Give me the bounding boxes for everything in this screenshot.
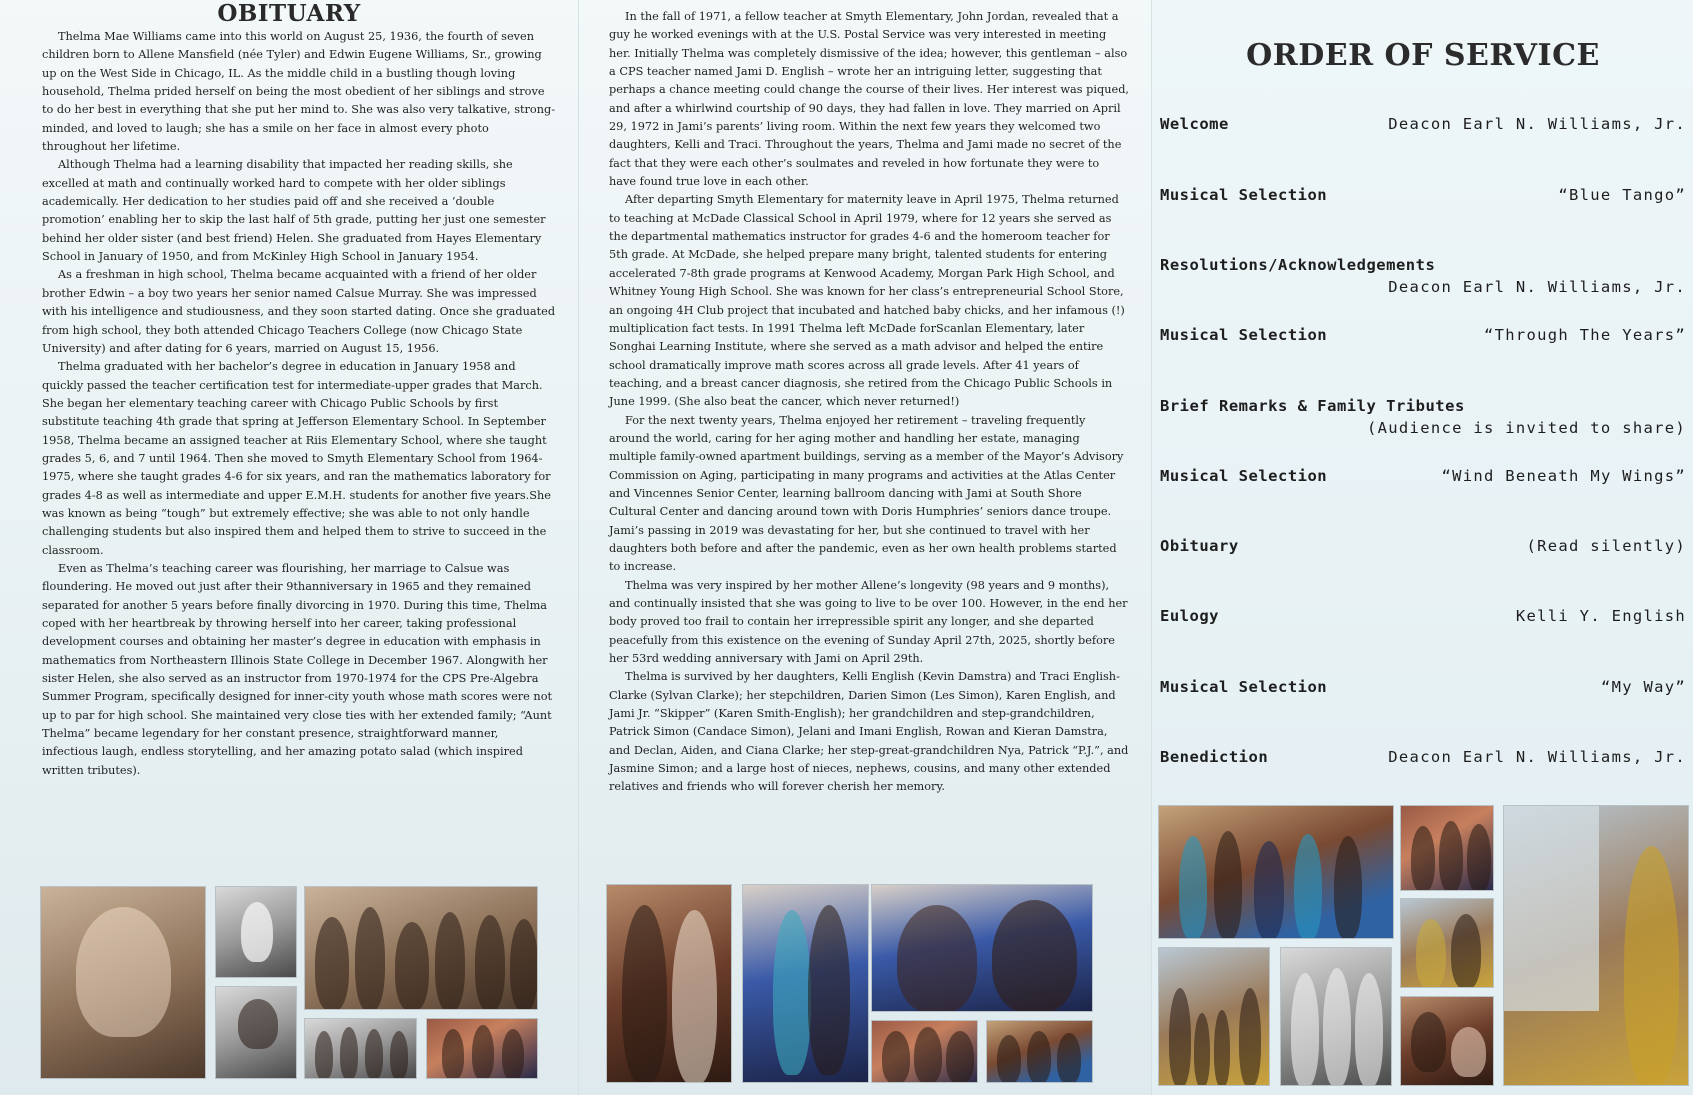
portrait-photo <box>40 886 206 1079</box>
outdoor-portrait-photo <box>1503 805 1689 1086</box>
baby-photo <box>1400 996 1494 1086</box>
wedding-photo <box>606 884 732 1083</box>
family-color-photo <box>426 1018 538 1079</box>
service-item-value: “Blue Tango” <box>1558 186 1686 204</box>
order-of-service-title: ORDER OF SERVICE <box>1246 38 1600 73</box>
service-item-value: “Through The Years” <box>1483 326 1686 344</box>
service-item-musical-selection <box>1160 467 1686 485</box>
service-item-label: Eulogy <box>1160 607 1219 625</box>
service-item-label: Musical Selection <box>1160 186 1328 204</box>
service-item-welcome <box>1160 115 1686 133</box>
service-item-label: Obituary <box>1160 537 1239 555</box>
obituary-paragraph: Thelma is survived by her daughters, Kelli English (Kevin Damstra) and Traci English-Clarke (Sylvan Clarke); her stepchildren, Darien Simon (Les Simon), Karen English, and Jami Jr. “Skipper” (Karen Smith-English); her grandchildren and step-grandchildren, Patrick Simon (Candace Simon), Jelani and Imani English, Rowan and Kieran Damstra, and Declan, Aiden, and Ciana Clarke; her step-great-grandchildren Nya, Patrick “P.J.”, and Jasmine Simon; and a large host of nieces, nephews, cousins, and many other extended relatives and friends who will forever cherish her memory. <box>609 670 1129 794</box>
service-item-benediction <box>1160 748 1686 766</box>
obituary-paragraph: In the fall of 1971, a fellow teacher at Smyth Elementary, John Jordan, revealed that a guy he worked evenings with at the U.S. Postal Service was very interested in meeting her. Initially Thelma was completely dismissive of the idea; however, this gentleman – also a CPS teacher named Jami D. English – wrote her an intriguing letter, suggesting that perhaps a chance meeting could change the course of their lives. Her interest was piqued, and after a whirlwind courtship of 90 days, they had fallen in love. They married on April 29, 1972 in Jami’s parents’ living room. Within the next few years they welcomed two daughters, Kelli and Traci. Throughout the years, Thelma and Jami made no secret of the fact that they were each other’s soulmates and reveled in how fortunate they were to have found true love in each other. <box>609 10 1130 189</box>
family-group-photo <box>304 886 538 1010</box>
service-item-label: Musical Selection <box>1160 326 1328 344</box>
service-item-label: Resolutions/Acknowledgements <box>1160 256 1436 274</box>
church-family-photo <box>1158 805 1394 939</box>
service-item-label: Musical Selection <box>1160 678 1328 696</box>
obituary-panel-left <box>0 0 578 1095</box>
wedding-party-photo <box>1400 898 1494 988</box>
service-item-value: “Wind Beneath My Wings” <box>1441 467 1686 485</box>
obituary-text-left <box>42 28 556 780</box>
order-of-service-panel <box>1151 0 1693 1095</box>
service-item-musical-selection <box>1160 326 1686 344</box>
obituary-panel-middle <box>578 0 1151 1095</box>
service-item-musical-selection <box>1160 678 1686 696</box>
service-item-obituary <box>1160 537 1686 555</box>
dancing-photo <box>742 884 869 1083</box>
service-item-label: Benediction <box>1160 748 1269 766</box>
service-item-value: (Audience is invited to share) <box>1367 419 1686 437</box>
obituary-paragraph: Thelma Mae Williams came into this world on August 25, 1936, the fourth of seven children born to Allene Mansfield (née Tyler) and Edwin Eugene Williams, Sr., growing up on the West Side in Chicago, IL. As the middle child in a bustling though loving household, Thelma prided herself on being the most obedient of her siblings and strove to do her best in everything that she put her mind to. She was also very talkative, strong-minded, and loved to laugh; she has a smile on her face in almost every photo throughout her lifetime. <box>42 30 556 154</box>
street-family-photo <box>1158 947 1270 1086</box>
obituary-paragraph: Although Thelma had a learning disability that impacted her reading skills, she excelled at math and continually worked hard to compete with her older siblings academically. Her dedication to her studies paid off and she received a ‘double promotion’ enabling her to skip the last half of 5th grade, putting her just one semester behind her older sister (and best friend) Helen. She graduated from Hayes Elementary School in January of 1950, and from McKinley High School in January 1954. <box>42 158 546 264</box>
service-item-label: Brief Remarks & Family Tributes <box>1160 397 1465 415</box>
obituary-paragraph: Thelma graduated with her bachelor’s degree in education in January 1958 and quickly passed the teacher certification test for intermediate-upper grades that March. She began her elementary teaching career with Chicago Public Schools by first substitute teaching 4th grade that spring at Jefferson Elementary School. In September 1958, Thelma became an assigned teacher at Riis Elementary School, where she taught grades 5, 6, and 7 until 1964. Then she moved to Smyth Elementary School from 1964-1975, where she taught grades 4-6 for six years, and ran the mathematics laboratory for grades 4-8 as well as intermediate and upper E.M.H. students for another five years.She was known as being “tough” but extremely effective; she was able to not only handle challenging students but also inspired them and helped them to strive to succeed in the classroom. <box>42 360 551 557</box>
service-item-resolutions <box>1160 256 1686 296</box>
service-item-value: Deacon Earl N. Williams, Jr. <box>1388 278 1686 296</box>
service-item-value: Deacon Earl N. Williams, Jr. <box>1388 748 1686 766</box>
service-item-value: (Read silently) <box>1526 537 1686 555</box>
obituary-paragraph: As a freshman in high school, Thelma became acquainted with a friend of her older brother Edwin – a boy two years her senior named Calsue Murray. She was impressed with his intelligence and studiousness, and they soon started dating. Once she graduated from high school, they both attended Chicago Teachers College (now Chicago State University) and after dating for 6 years, married on August 15, 1956. <box>42 268 556 355</box>
obituary-paragraph: For the next twenty years, Thelma enjoyed her retirement – traveling frequently around the world, caring for her aging mother and handling her estate, managing multiple family-owned apartment buildings, serving as a member of the Mayor’s Advisory Commission on Aging, participating in many programs and activities at the Atlas Center and Vincennes Senior Center, learning ballroom dancing with Jami at South Shore Cultural Center and dancing around town with Doris Humphries’ seniors dance troupe. Jami’s passing in 2019 was devastating for her, but she continued to travel with her daughters both before and after the pandemic, even as her own health problems started to increase. <box>609 413 1124 574</box>
couple-portrait-photo <box>871 884 1093 1012</box>
service-item-musical-selection <box>1160 186 1686 204</box>
service-item-label: Welcome <box>1160 115 1229 133</box>
child-photo <box>215 886 297 978</box>
service-item-value: Kelli Y. English <box>1515 607 1686 625</box>
service-item-value: “My Way” <box>1600 678 1686 696</box>
obituary-title: OBITUARY <box>217 0 361 27</box>
obituary-text-middle <box>609 8 1129 797</box>
obituary-paragraph: Thelma was very inspired by her mother Allene’s longevity (98 years and 9 months), and continually insisted that she was going to live to be over 100. However, in the end her body proved too frail to contain her irrepressible spirit any longer, and she departed peacefully from this existence on the evening of Sunday April 27th, 2025, shortly before her 53rd wedding anniversary with Jami on April 29th. <box>609 578 1128 666</box>
celebration-photo <box>1400 805 1494 891</box>
service-item-value: Deacon Earl N. Williams, Jr. <box>1388 115 1686 133</box>
family-selfie-photo <box>871 1020 978 1083</box>
service-item-label: Musical Selection <box>1160 467 1328 485</box>
daughters-photo <box>986 1020 1093 1083</box>
bridesmaids-photo <box>1280 947 1392 1086</box>
service-item-eulogy <box>1160 607 1686 625</box>
group-photo-bw <box>304 1018 417 1079</box>
service-item-brief-remarks <box>1160 397 1686 437</box>
young-woman-photo <box>215 986 297 1079</box>
obituary-paragraph: Even as Thelma’s teaching career was flourishing, her marriage to Calsue was floundering. He moved out just after their 9thanniversary in 1965 and they remained separated for another 5 years before finally divorcing in 1970. During this time, Thelma coped with her heartbreak by throwing herself into her career, taking professional development courses and obtaining her master’s degree in education with emphasis in mathematics from Northeastern Illinois State College in December 1967. Alongwith her sister Helen, she also served as an instructor from 1970-1974 for the CPS Pre-Algebra Summer Program, specifically designed for inner-city youth whose math scores were not up to par for high school. She maintained very close ties with her extended family; “Aunt Thelma” became legendary for her constant presence, straightforward manner, infectious laugh, endless storytelling, and her amazing potato salad (which inspired written tributes). <box>42 561 553 777</box>
obituary-paragraph: After departing Smyth Elementary for maternity leave in April 1975, Thelma returned to teaching at McDade Classical School in April 1979, where for 12 years she served as the departmental mathematics instructor for grades 4-6 and the homeroom teacher for 5th grade. At McDade, she helped prepare many bright, talented students for entering accelerated 7-8th grade programs at Kenwood Academy, Morgan Park High School, and Whitney Young High School. She was known for her class’s entrepreneurial School Store, an ongoing 4H Club project that incubated and hatched baby chicks, and her infamous (!) multiplication fact tests. In 1991 Thelma left McDade forScanlan Elementary, later Songhai Learning Institute, where she served as a math advisor and helped the entire school dramatically improve math scores across all grade levels. After 41 years of teaching, and a breast cancer diagnosis, she retired from the Chicago Public Schools in June 1999. (She also beat the cancer, which never returned!) <box>609 193 1125 409</box>
